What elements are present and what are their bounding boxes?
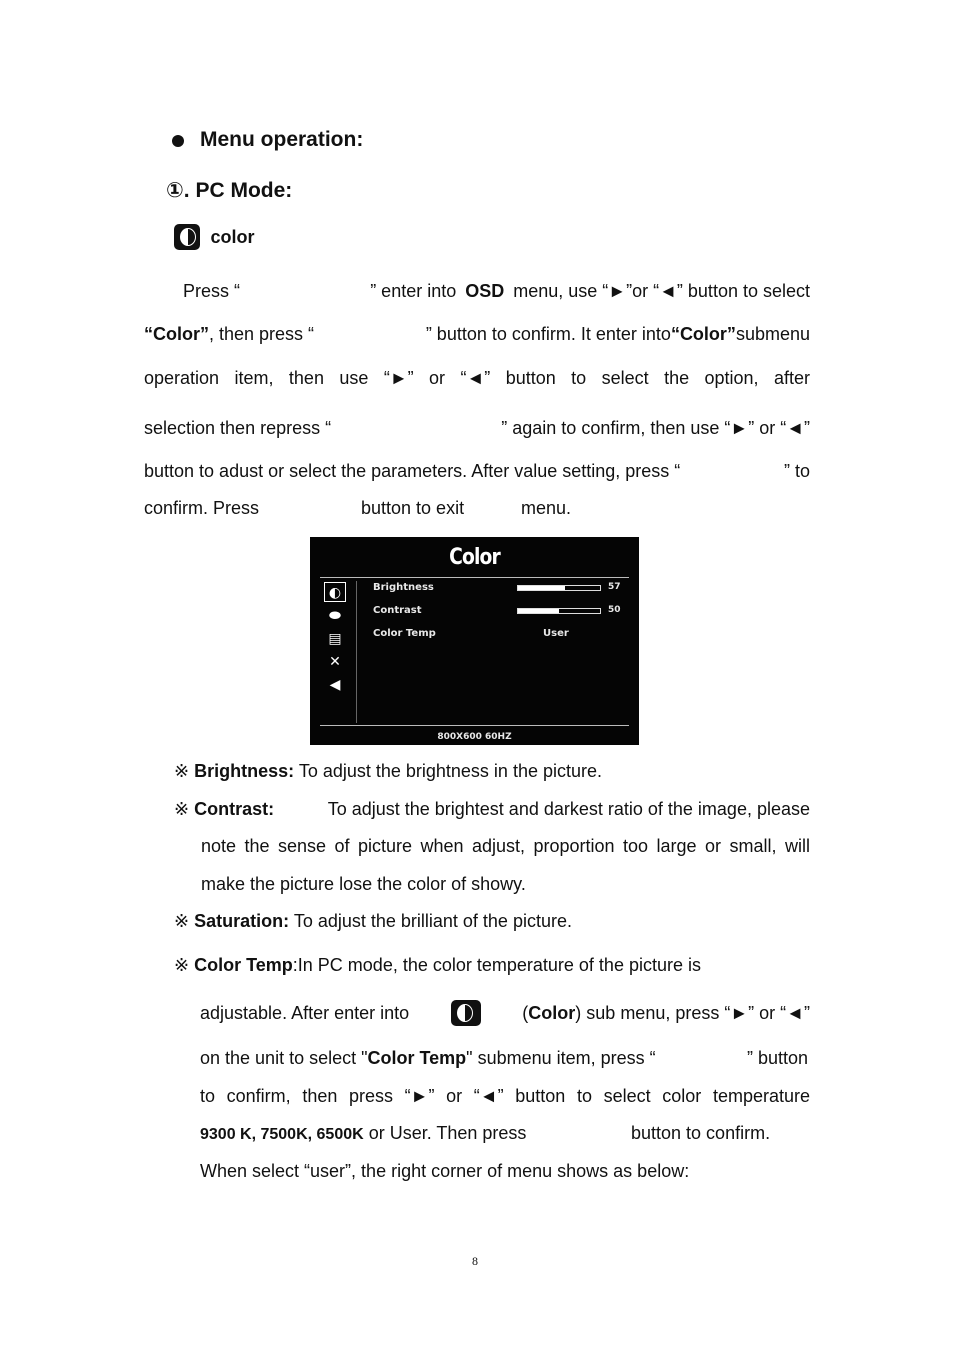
p1-line6-b: button to exit <box>361 498 465 518</box>
p1-line6-a: confirm. Press <box>144 498 260 518</box>
contrast-icon <box>174 224 200 250</box>
note-contrast-line2: note the sense of picture when adjust, proportion too large or small, will <box>201 836 810 856</box>
p1-l2-c: submenu <box>735 324 810 344</box>
note-contrast <box>174 799 810 820</box>
note-colortemp-text: :In PC mode, the color temperature of the picture is <box>292 955 701 975</box>
osd-resolution: 800X600 60HZ <box>437 732 512 742</box>
note-saturation-text: To adjust the brilliant of the picture. <box>293 911 572 931</box>
note-saturation-term: Saturation: <box>194 911 290 931</box>
ct-l5-a: or User. Then press <box>368 1123 527 1143</box>
ct-l2-a: adjustable. After enter into <box>200 1002 410 1023</box>
p1-line3: operation item, then use “►” or “◄” button to select the option, after <box>144 368 810 388</box>
osd-divider-side <box>356 581 357 723</box>
p1-l1-b: ” enter into <box>370 281 457 301</box>
note-saturation <box>174 911 572 932</box>
note-brightness-term: Brightness: <box>194 761 295 781</box>
heading-menu-operation <box>200 128 363 152</box>
p1-l2-color2: “Color” <box>670 324 736 344</box>
osd-colortemp-value: User <box>543 628 569 639</box>
note-mark: ※ <box>174 955 190 975</box>
heading-pc-text: ①. PC Mode <box>166 179 286 202</box>
osd-picture-icon: ▤ <box>328 631 342 647</box>
ct-l3-term: Color Temp <box>367 1048 467 1068</box>
p1-line4 <box>144 418 810 439</box>
ct-l3-a: on the unit to select " <box>200 1048 368 1068</box>
note-mark: ※ <box>174 799 190 819</box>
osd-divider-bottom <box>320 725 629 726</box>
osd-contrast-value: 50 <box>608 605 621 615</box>
p1-l1-c: menu, use “►”or “◄” button to select <box>513 281 810 301</box>
heading-menu-text: Menu operation <box>200 128 357 151</box>
p1-l4-a: selection then repress “ <box>144 418 332 438</box>
page-number: 8 <box>472 1254 478 1268</box>
note-contrast-text: To adjust the brightest and darkest ratio of the image, please <box>327 799 810 819</box>
osd-contrast-bar <box>517 608 601 614</box>
contrast-icon <box>451 1000 481 1026</box>
osd-brightness-value: 57 <box>608 582 621 592</box>
p1-line2 <box>144 324 810 345</box>
heading-pc-mode <box>166 178 292 203</box>
p1-line6-c: menu. <box>521 498 572 518</box>
osd-color-screenshot <box>310 537 639 745</box>
p1-l2-b: ” button to confirm. It enter into <box>425 324 671 344</box>
note-mark: ※ <box>174 761 190 781</box>
p1-line1 <box>183 281 810 302</box>
osd-brightness-bar <box>517 585 601 591</box>
p1-line5 <box>144 461 810 482</box>
note-colortemp-line6: When select “user”, the right corner of menu shows as below: <box>200 1161 690 1181</box>
note-colortemp-line2 <box>200 1000 810 1026</box>
note-contrast-line3: make the picture lose the color of showy. <box>201 874 526 894</box>
note-colortemp-term: Color Temp <box>194 955 293 975</box>
osd-colortemp-label: Color Temp <box>373 628 436 639</box>
p1-l5-b: ” to <box>783 461 810 481</box>
note-brightness <box>174 761 602 782</box>
p1-l1-osd: OSD <box>465 281 505 301</box>
osd-brightness-fill <box>518 586 565 590</box>
ct-l2-paren: ( <box>522 1002 529 1023</box>
note-colortemp-line5 <box>200 1123 526 1144</box>
heading-pc-colon: : <box>285 179 293 202</box>
osd-contrast-label: Contrast <box>373 605 422 616</box>
osd-speaker-icon: ◀ <box>329 677 341 693</box>
section-color-label: color <box>210 226 255 247</box>
osd-contrast-fill <box>518 609 559 613</box>
osd-tools-icon: ✕ <box>329 654 341 670</box>
note-brightness-text: To adjust the brightness in the picture. <box>298 761 602 781</box>
note-colortemp <box>174 955 701 976</box>
ct-l3-b: " submenu item, press “ <box>466 1048 656 1068</box>
heading-menu-colon: : <box>356 128 364 151</box>
ct-l2-c: ) sub menu, press “►” or “◄” <box>575 1002 810 1023</box>
p1-l5-a: button to adust or select the parameters. After value setting, press “ <box>144 461 681 481</box>
ct-l3-c: ” button <box>746 1048 808 1068</box>
osd-divider-top <box>320 577 629 578</box>
p1-l2-color1: “Color” <box>144 324 209 344</box>
p1-l2-a: , then press “ <box>209 324 315 344</box>
bullet-dot <box>172 135 184 147</box>
ct-l2-color: Color <box>528 1002 576 1023</box>
p1-l4-b: ” again to confirm, then use “►” or “◄” <box>501 418 810 438</box>
note-colortemp-line3 <box>200 1048 808 1069</box>
section-color-heading <box>174 224 254 250</box>
note-contrast-term: Contrast: <box>194 799 275 819</box>
p1-l1-a: Press “ <box>183 281 241 301</box>
osd-title: Color <box>449 545 500 570</box>
ct-l5-temps: 9300 K, 7500K, 6500K <box>200 1126 364 1143</box>
note-colortemp-line5-b: button to confirm. <box>631 1123 771 1143</box>
note-colortemp-line4: to confirm, then press “►” or “◄” button to select color temperature <box>200 1086 810 1106</box>
osd-contrast-icon: ◐ <box>324 582 346 602</box>
osd-brightness-label: Brightness <box>373 582 434 593</box>
note-mark: ※ <box>174 911 190 931</box>
osd-image-icon: ⬬ <box>329 608 341 624</box>
